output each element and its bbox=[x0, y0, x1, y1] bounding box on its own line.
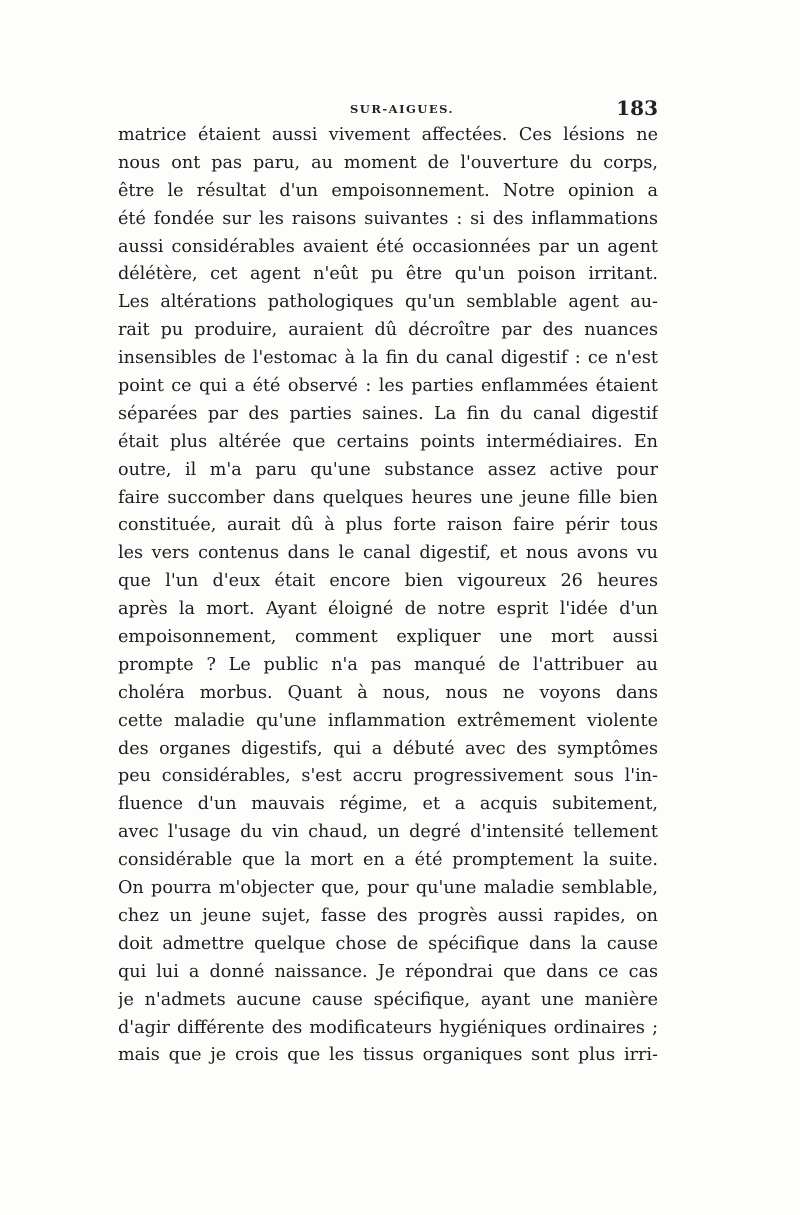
text-line: faire succomber dans quelques heures une jeune fille bien bbox=[118, 487, 658, 508]
running-head bbox=[118, 96, 658, 120]
text-line: avec l'usage du vin chaud, un degré d'intensité tellement bbox=[118, 822, 658, 843]
text-line: mais que je crois que les tissus organiques sont plus irri- bbox=[118, 1045, 658, 1066]
text-line: constituée, aurait dû à plus forte raison faire périr tous bbox=[118, 515, 658, 536]
text-line: être le résultat d'un empoisonnement. Notre opinion a bbox=[118, 180, 658, 201]
text-line: empoisonnement, comment expliquer une mort aussi bbox=[118, 627, 658, 648]
text-line: chez un jeune sujet, fasse des progrès aussi rapides, on bbox=[118, 905, 658, 926]
text-line: que l'un d'eux était encore bien vigoureux 26 heures bbox=[118, 571, 658, 592]
text-line: après la mort. Ayant éloigné de notre esprit l'idée d'un bbox=[118, 599, 658, 620]
text-line: les vers contenus dans le canal digestif, et nous avons vu bbox=[118, 543, 658, 564]
text-line: cette maladie qu'une inflammation extrêmement violente bbox=[118, 710, 658, 731]
text-line: choléra morbus. Quant à nous, nous ne voyons dans bbox=[118, 682, 658, 703]
text-line: outre, il m'a paru qu'une substance assez active pour bbox=[118, 459, 658, 480]
text-line: insensibles de l'estomac à la fin du canal digestif : ce n'est bbox=[118, 348, 658, 369]
text-line: prompte ? Le public n'a pas manqué de l'attribuer au bbox=[118, 654, 658, 675]
text-line: d'agir différente des modificateurs hygiéniques ordinaires ; bbox=[118, 1017, 658, 1038]
text-line: aussi considérables avaient été occasionnées par un agent bbox=[118, 236, 658, 257]
text-line: doit admettre quelque chose de spécifique dans la cause bbox=[118, 933, 658, 954]
text-line: été fondée sur les raisons suivantes : si des inflammations bbox=[118, 208, 658, 229]
running-title: SUR-AIGUES. bbox=[350, 102, 454, 116]
text-line: je n'admets aucune cause spécifique, ayant une manière bbox=[118, 989, 658, 1010]
text-line: fluence d'un mauvais régime, et a acquis subitement, bbox=[118, 794, 658, 815]
text-line: On pourra m'objecter que, pour qu'une maladie semblable, bbox=[118, 878, 658, 899]
text-line: qui lui a donné naissance. Je répondrai que dans ce cas bbox=[118, 961, 658, 982]
text-line: Les altérations pathologiques qu'un semblable agent au- bbox=[118, 292, 658, 313]
text-line: séparées par des parties saines. La fin du canal digestif bbox=[118, 403, 658, 424]
text-line: considérable que la mort en a été promptement la suite. bbox=[118, 850, 658, 871]
body-text bbox=[118, 122, 658, 1070]
text-line: matrice étaient aussi vivement affectées. Ces lésions ne bbox=[118, 125, 658, 145]
text-line: délétère, cet agent n'eût pu être qu'un poison irritant. bbox=[118, 264, 658, 285]
text-line: était plus altérée que certains points intermédiaires. En bbox=[118, 431, 658, 452]
text-line: des organes digestifs, qui a débuté avec des symptômes bbox=[118, 738, 658, 759]
page-number: 183 bbox=[616, 96, 658, 120]
text-line: rait pu produire, auraient dû décroître par des nuances bbox=[118, 320, 658, 341]
text-line: nous ont pas paru, au moment de l'ouverture du corps, bbox=[118, 152, 658, 173]
text-line: peu considérables, s'est accru progressivement sous l'in- bbox=[118, 766, 658, 787]
text-line: point ce qui a été observé : les parties enflammées étaient bbox=[118, 376, 658, 397]
